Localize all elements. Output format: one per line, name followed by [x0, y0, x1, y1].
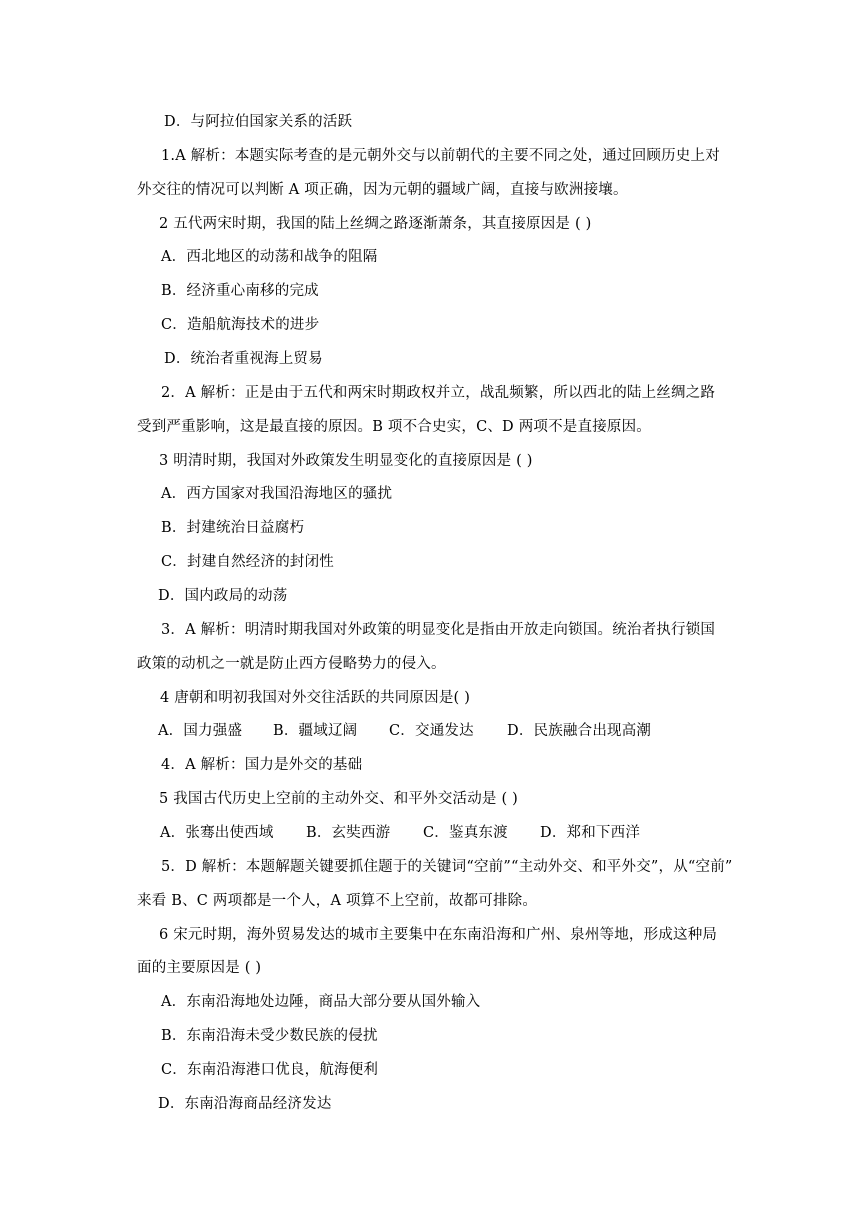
question-2-option-c: C．造船航海技术的进步 [161, 317, 320, 333]
question-5-option-d: D．郑和下西洋 [540, 825, 641, 841]
answer-2-line-1: 2．A 解析：正是由于五代和两宋时期政权并立，战乱频繁，所以西北的陆上丝绸之路 [161, 385, 716, 401]
question-6-line-1: 6 宋元时期，海外贸易发达的城市主要集中在东南沿海和广州、泉州等地，形成这种局 [159, 927, 718, 943]
answer-2-line-2: 受到严重影响，这是最直接的原因。B 项不合史实，C、D 两项不是直接原因。 [137, 419, 651, 435]
answer-5-line-2: 来看 B、C 两项都是一个人，A 项算不上空前，故都可排除。 [137, 893, 538, 909]
question-2: 2 五代两宋时期，我国的陆上丝绸之路逐渐萧条，其直接原因是 ( ) [159, 216, 592, 232]
question-2-option-a: A．西北地区的动荡和战争的阻隔 [161, 249, 378, 265]
question-6-option-c: C．东南沿海港口优良，航海便利 [161, 1062, 379, 1078]
question-4-option-d: D．民族融合出现高潮 [507, 723, 652, 739]
answer-4: 4．A 解析：国力是外交的基础 [161, 757, 363, 773]
question-4-option-a: A．国力强盛 [158, 723, 243, 739]
question-5-option-a: A．张骞出使西域 [160, 825, 274, 841]
question-3-option-c: C．封建自然经济的封闭性 [161, 554, 334, 570]
question-5: 5 我国古代历史上空前的主动外交、和平外交活动是 ( ) [159, 791, 518, 807]
question-6-option-b: B．东南沿海未受少数民族的侵扰 [161, 1028, 378, 1044]
option-d-q1: D．与阿拉伯国家关系的活跃 [164, 114, 353, 130]
question-6-line-2: 面的主要原因是 ( ) [137, 960, 262, 976]
question-4: 4 唐朝和明初我国对外交往活跃的共同原因是( ) [160, 690, 471, 706]
question-3: 3 明清时期，我国对外政策发生明显变化的直接原因是 ( ) [159, 453, 533, 469]
question-5-option-c: C．鉴真东渡 [423, 825, 508, 841]
question-4-option-c: C．交通发达 [389, 723, 474, 739]
question-3-option-b: B．封建统治日益腐朽 [161, 520, 305, 536]
question-2-option-b: B．经济重心南移的完成 [161, 283, 319, 299]
question-4-options [158, 721, 651, 741]
answer-5-line-1: 5．D 解析：本题解题关键要抓住题于的关键词“空前”“主动外交、和平外交”，从“空前” [161, 859, 733, 875]
answer-3-line-2: 政策的动机之一就是防止西方侵略势力的侵入。 [137, 656, 446, 672]
question-3-option-a: A．西方国家对我国沿海地区的骚扰 [161, 486, 393, 502]
question-4-option-b: B．疆域辽阔 [273, 723, 358, 739]
question-2-option-d: D．统治者重视海上贸易 [164, 351, 323, 367]
question-6-option-a: A．东南沿海地处边陲，商品大部分要从国外输入 [161, 994, 481, 1010]
answer-3-line-1: 3．A 解析：明清时期我国对外政策的明显变化是指由开放走向锁国。统治者执行锁国 [161, 622, 716, 638]
question-5-options [160, 823, 640, 843]
question-3-option-d: D．国内政局的动荡 [158, 588, 288, 604]
answer-1-line-2: 外交往的情况可以判断 A 项正确，因为元朝的疆域广阔，直接与欧洲接壤。 [137, 182, 628, 198]
answer-1-line-1: 1.A 解析：本题实际考查的是元朝外交与以前朝代的主要不同之处，通过回顾历史上对 [161, 148, 720, 164]
question-5-option-b: B．玄奘西游 [306, 825, 391, 841]
question-6-option-d: D．东南沿海商品经济发达 [158, 1096, 332, 1112]
